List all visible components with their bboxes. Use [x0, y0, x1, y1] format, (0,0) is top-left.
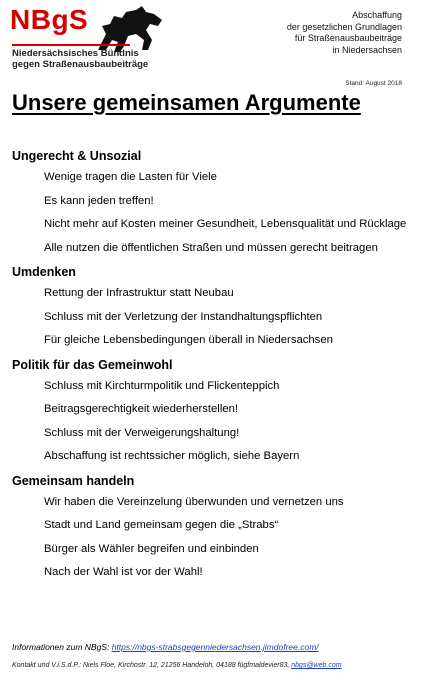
footer-contact-email[interactable]: nbgs@web.com [291, 662, 342, 669]
header-right [287, 10, 402, 56]
logo-divider [12, 44, 130, 46]
section-heading: Ungerecht & Unsozial [12, 149, 142, 163]
header-line-4: in Niedersachsen [332, 44, 402, 55]
list-item: Schluss mit der Verletzung der Instandhaltungspflichten [44, 310, 323, 323]
arguments-list [12, 148, 412, 589]
nbgs-logo [10, 6, 185, 76]
list-item: Nach der Wahl ist vor der Wahl! [44, 566, 203, 578]
list-item: Schluss mit der Verweigerungshaltung! [44, 426, 240, 439]
list-item: Es kann jeden treffen! [44, 194, 154, 207]
list-item: Wenige tragen die Lasten für Viele [44, 171, 217, 183]
list-item: Abschaffung ist rechtssicher möglich, siehe Bayern [44, 450, 300, 462]
footer-contact [12, 662, 342, 669]
logo-text: NBgS [10, 4, 89, 35]
footer-info [12, 642, 319, 652]
list-item: Für gleiche Lebensbedingungen überall in Niedersachsen [44, 334, 333, 346]
header-line-3: für Straßenausbaubeiträge [294, 33, 402, 43]
footer-info-link[interactable]: https://nbgs-strabsgegenniedersachsen.jimdofree.com/ [111, 642, 319, 652]
header-line-1: Abschaffung [352, 10, 402, 20]
stand-date: Stand: August 2018 [345, 80, 402, 87]
list-item: Stadt und Land gemeinsam gegen die „Strabs“ [44, 519, 279, 531]
page-title: Unsere gemeinsamen Argumente [12, 90, 361, 115]
list-item: Schluss mit Kirchturmpolitik und Flickenteppich [44, 379, 280, 392]
logo-subtitle-1: Niedersächsisches Bündnis [12, 48, 139, 59]
header-line-2: der gesetzlichen Grundlagen [286, 21, 402, 32]
list-item: Rettung der Infrastruktur statt Neubau [44, 287, 234, 299]
list-item: Bürger als Wähler begreifen und einbinden [44, 542, 259, 555]
list-item: Wir haben die Vereinzelung überwunden und vernetzen uns [44, 495, 344, 508]
list-item: Nicht mehr auf Kosten meiner Gesundheit, Lebensqualität und Rücklage [44, 218, 407, 230]
section-heading: Umdenken [12, 265, 76, 279]
horse-icon [92, 6, 172, 54]
list-item: Beitragsgerechtigkeit wiederherstellen! [44, 403, 239, 415]
section-heading: Gemeinsam handeln [12, 473, 135, 488]
footer-info-label: Informationen zum NBgS: [12, 642, 112, 652]
section-heading: Politik für das Gemeinwohl [12, 357, 173, 372]
list-item: Alle nutzen die öffentlichen Straßen und müssen gerecht beitragen [44, 241, 378, 254]
footer-contact-label: Kontakt und V.i.S.d.P.: Niels Floe, Kirchostr. 12, 21256 Handeloh, 04188 fügfmaldevier83, [12, 662, 292, 669]
logo-subtitle-2: gegen Straßenausbaubeiträge [12, 59, 149, 70]
